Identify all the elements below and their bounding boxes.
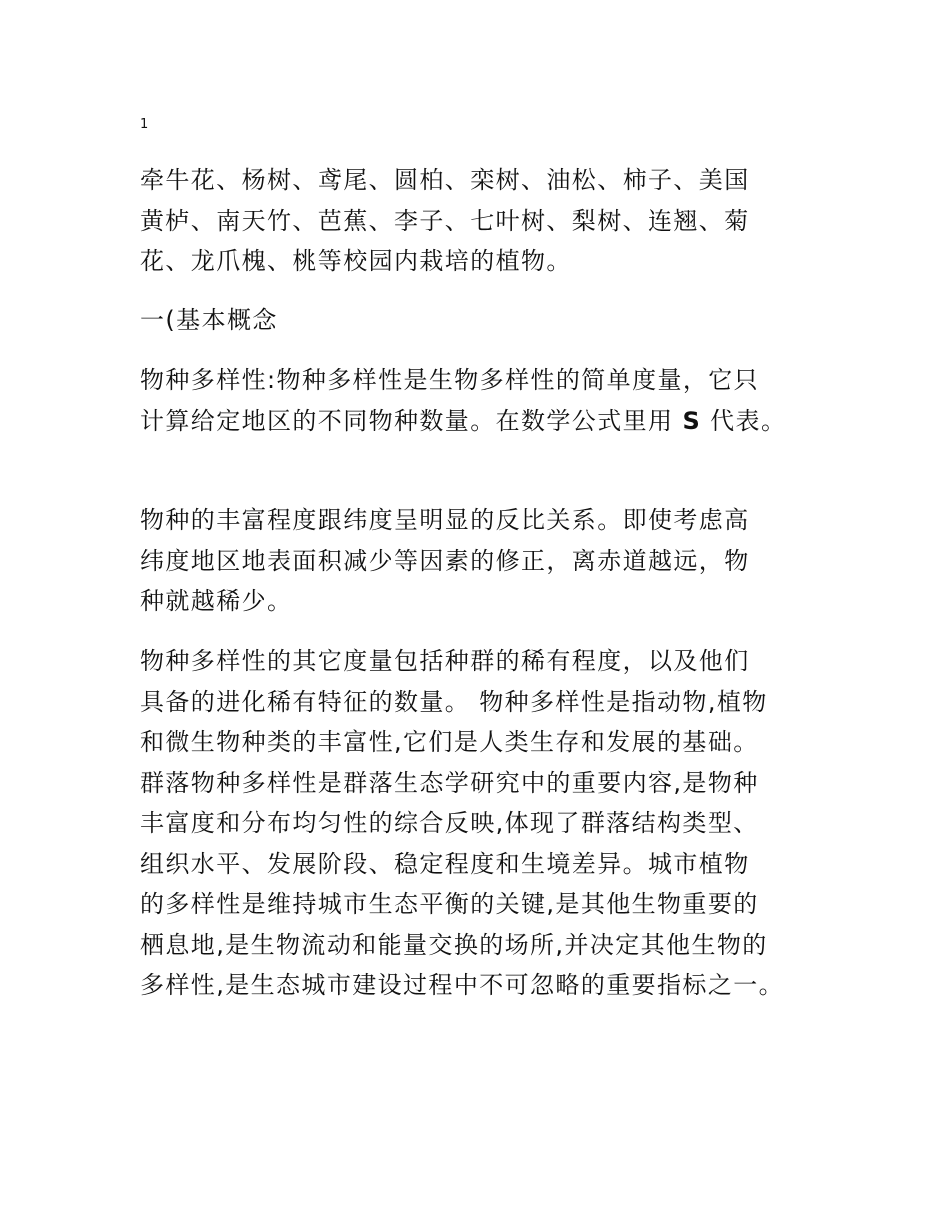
paragraph-line: 纬度地区地表面积减少等因素的修正，离赤道越远，物 <box>140 546 750 575</box>
formula-symbol: S <box>682 406 702 435</box>
paragraph-text: 代表。 <box>701 406 787 435</box>
paragraph-line: 的多样性是维持城市生态平衡的关键,是其他生物重要的 <box>140 890 759 918</box>
page-number: 1 <box>140 117 149 132</box>
paragraph-line <box>140 401 820 442</box>
paragraph-line: 物种多样性的其它度量包括种群的稀有程度，以及他们 <box>140 647 750 675</box>
paragraph-line: 种就越稀少。 <box>140 587 293 615</box>
paragraph-line: 群落物种多样性是群落生态学研究中的重要内容,是物种 <box>140 768 759 797</box>
paragraph-line: 栖息地,是生物流动和能量交换的场所,并决定其他生物的 <box>140 930 768 959</box>
paragraph-line: 物种多样性:物种多样性是生物多样性的简单度量，它只 <box>140 366 760 394</box>
plants-paragraph <box>140 160 820 282</box>
paragraph-line: 黄栌、南天竹、芭蕉、李子、七叶树、梨树、连翘、菊 <box>140 206 750 235</box>
paragraph-text: 计算给定地区的不同物种数量。在数学公式里用 <box>140 406 683 435</box>
paragraph-line: 和微生物种类的丰富性,它们是人类生存和发展的基础。 <box>140 728 759 756</box>
other-measures-paragraph <box>140 641 820 1006</box>
section-heading-text: 一(基本概念 <box>140 306 278 334</box>
paragraph-line: 花、龙爪槐、桃等校园内栽培的植物。 <box>140 247 572 275</box>
species-definition-paragraph <box>140 360 820 441</box>
paragraph-line: 牵牛花、杨树、鸢尾、圆柏、栾树、油松、柿子、美国 <box>140 166 750 194</box>
paragraph-line: 组织水平、发展阶段、稳定程度和生境差异。城市植物 <box>140 849 750 878</box>
section-heading <box>140 300 820 341</box>
paragraph-line: 物种的丰富程度跟纬度呈明显的反比关系。即使考虑高 <box>140 506 750 534</box>
paragraph-line: 多样性,是生态城市建设过程中不可忽略的重要指标之一。 <box>140 971 785 999</box>
paragraph-line: 丰富度和分布均匀性的综合反映,体现了群落结构类型、 <box>140 809 759 837</box>
paragraph-line: 具备的进化稀有特征的数量。 物种多样性是指动物,植物 <box>140 687 768 716</box>
latitude-paragraph <box>140 500 820 622</box>
